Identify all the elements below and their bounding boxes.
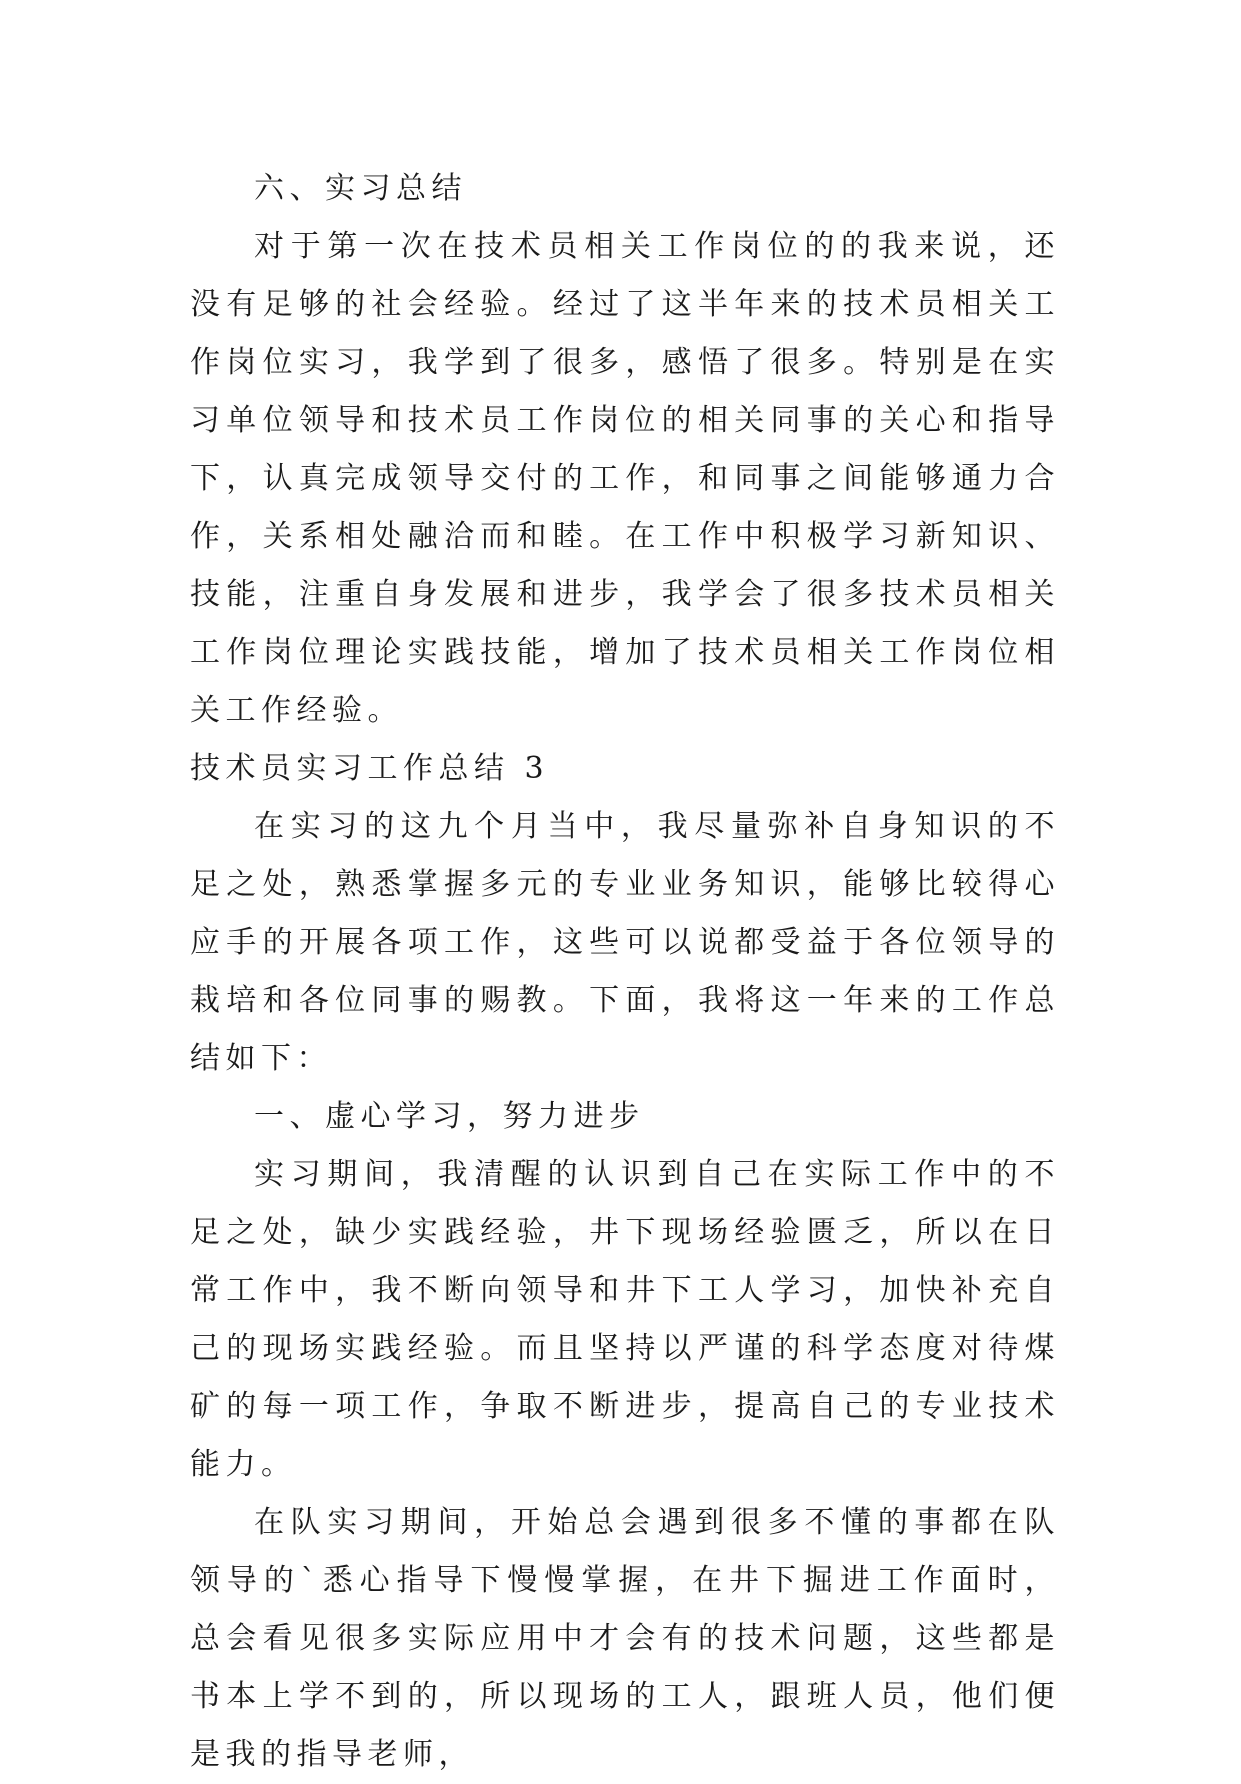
paragraph: 在队实习期间，开始总会遇到很多不懂的事都在队领导的`悉心指导下慢慢掌握，在井下掘进工作面时，总会看见很多实际应用中才会有的技术问题，这些都是书本上学不到的，所以现场的工人，跟班人员，他们便是我的指导老师， (190, 1505, 1060, 1772)
document-body (190, 160, 1060, 1784)
paragraph: 对于第一次在技术员相关工作岗位的的我来说，还没有足够的社会经验。经过了这半年来的技术员相关工作岗位实习，我学到了很多，感悟了很多。特别是在实习单位领导和技术员工作岗位的相关同事的关心和指导下，认真完成领导交付的工作，和同事之间能够通力合作，关系相处融洽而和睦。在工作中积极学习新知识、技能，注重自身发展和进步，我学会了很多技术员相关工作岗位理论实践技能，增加了技术员相关工作岗位相关工作经验。 (190, 229, 1060, 728)
section-heading-learning: 一、虚心学习，努力进步 (254, 1099, 645, 1134)
section-heading-summary: 六、实习总结 (254, 171, 467, 206)
document-title: 技术员实习工作总结 3 (190, 751, 550, 786)
paragraph: 实习期间，我清醒的认识到自己在实际工作中的不足之处，缺少实践经验，井下现场经验匮乏，所以在日常工作中，我不断向领导和井下工人学习，加快补充自己的现场实践经验。而且坚持以严谨的科学态度对待煤矿的每一项工作，争取不断进步，提高自己的专业技术能力。 (190, 1157, 1060, 1482)
paragraph: 在实习的这九个月当中，我尽量弥补自身知识的不足之处，熟悉掌握多元的专业业务知识，能够比较得心应手的开展各项工作，这些可以说都受益于各位领导的栽培和各位同事的赐教。下面，我将这一年来的工作总结如下： (190, 809, 1060, 1076)
